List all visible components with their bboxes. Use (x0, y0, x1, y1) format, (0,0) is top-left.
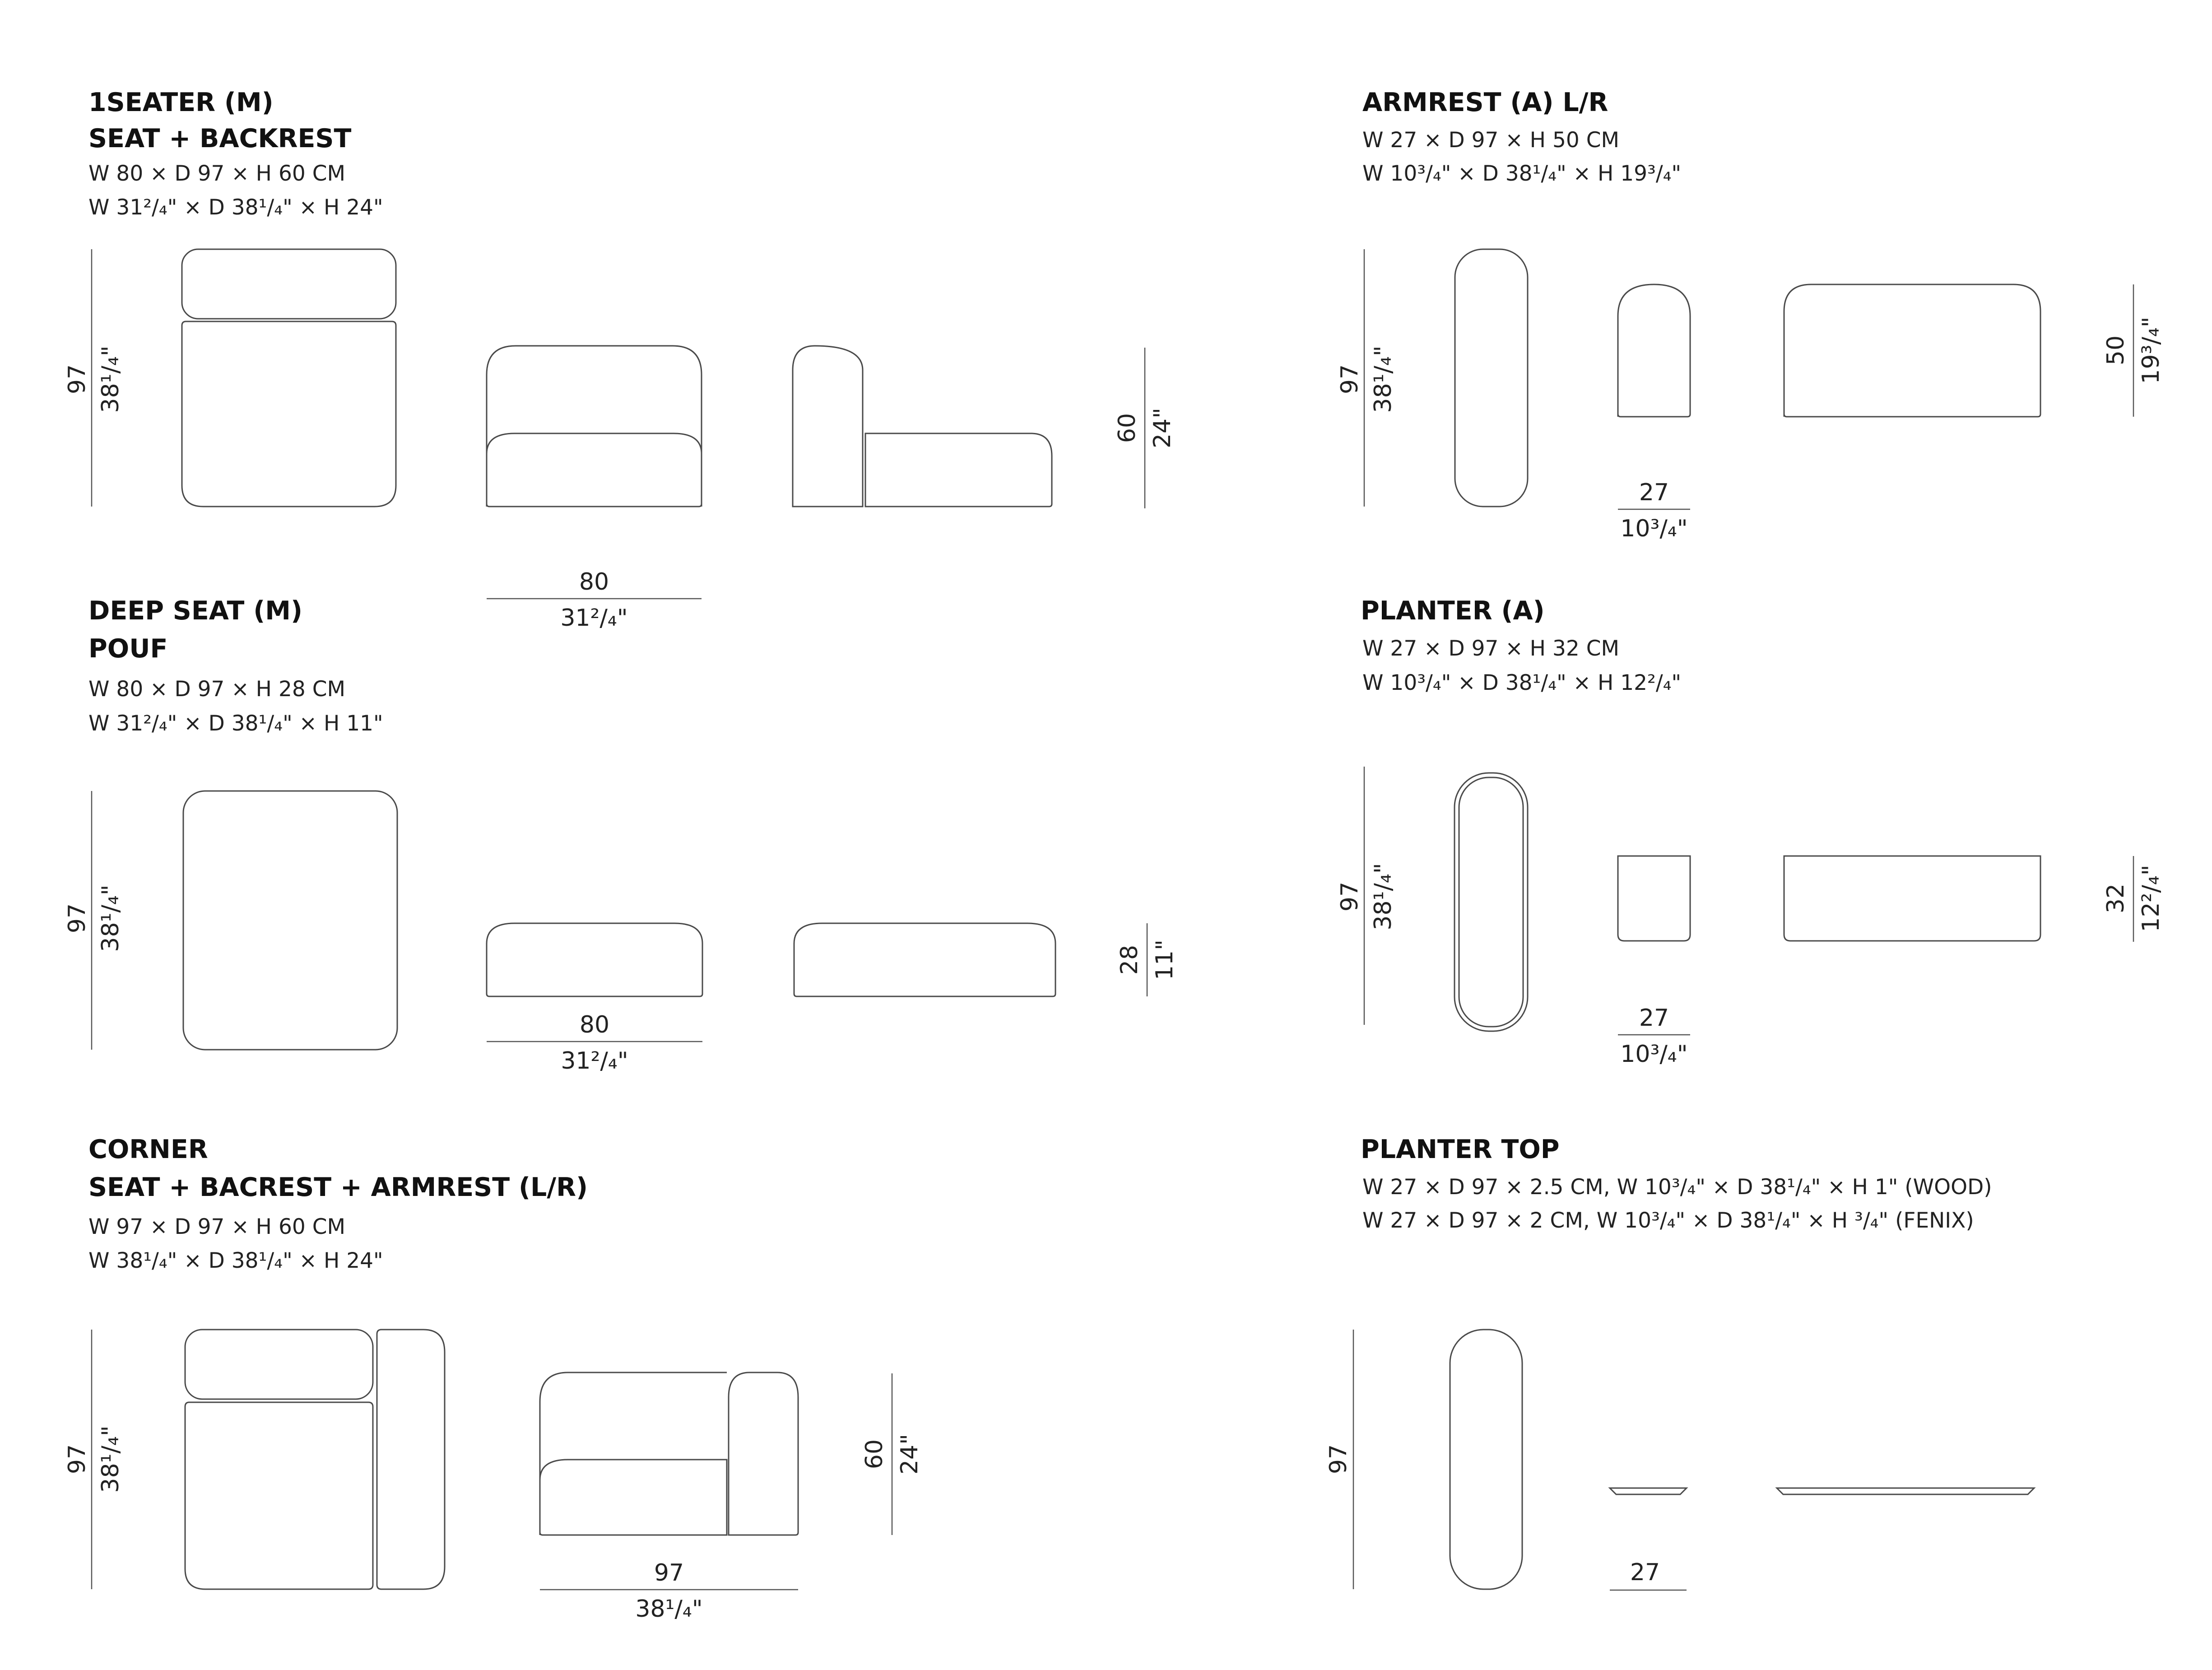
spec-metric: W 97 × D 97 × H 60 CM (88, 1214, 346, 1239)
section-planter-top (1325, 1135, 2034, 1590)
width-label-cm: 27 (1630, 1559, 1660, 1586)
depth-label-cm: 97 (1336, 364, 1363, 395)
backrest-top-view (182, 249, 396, 319)
seat-front-view (487, 433, 702, 507)
width-label-in: 10³/₄" (1620, 515, 1688, 542)
backrest-front-view (540, 1372, 727, 1535)
armrest-side-view (1784, 284, 2040, 417)
spec-metric: W 80 × D 97 × H 28 CM (88, 677, 346, 702)
depth-label-in: 38¹/₄" (97, 1425, 124, 1493)
depth-label-cm: 97 (64, 1444, 91, 1475)
section-title: PLANTER (A) (1361, 596, 1545, 626)
section-armrest (1336, 88, 2165, 542)
section-1seater (64, 88, 1176, 632)
height-label-cm: 32 (2102, 883, 2129, 914)
depth-label-in: 38¹/₄" (97, 884, 124, 952)
height-label-in: 24" (1149, 407, 1176, 449)
pouf-side-view (794, 923, 1055, 996)
depth-label-in: 38¹/₄" (97, 345, 124, 413)
height-label-in: 11" (1151, 939, 1178, 981)
backrest-top-view (185, 1330, 373, 1399)
armrest-front-view (1618, 284, 1690, 417)
height-label-cm: 60 (861, 1439, 888, 1470)
section-title: CORNER (88, 1135, 208, 1164)
width-label-in: 10³/₄" (1620, 1041, 1688, 1068)
armrest-front-view (729, 1372, 798, 1535)
height-label-in: 24" (896, 1433, 923, 1475)
width-label-cm: 80 (579, 568, 609, 595)
seat-top-view (182, 321, 396, 507)
spec-imperial: W 31²/₄" × D 38¹/₄" × H 11" (88, 711, 383, 736)
section-title: 1SEATER (M) (88, 88, 274, 117)
armrest-top-view (1455, 249, 1528, 507)
section-subtitle: SEAT + BACKREST (88, 124, 352, 154)
depth-label-in: 38¹/₄" (1370, 863, 1397, 930)
width-label-in: 31²/₄" (560, 605, 628, 632)
height-label-cm: 50 (2102, 335, 2129, 366)
section-corner (64, 1135, 923, 1623)
depth-label-in: 38¹/₄" (1370, 345, 1397, 413)
seat-top-view (185, 1402, 373, 1589)
pouf-top-view (183, 791, 397, 1050)
section-planter (1336, 596, 2165, 1068)
planter-top-front-view (1610, 1488, 1687, 1494)
seat-side-view (865, 433, 1052, 507)
section-subtitle: SEAT + BACREST + ARMREST (L/R) (88, 1172, 588, 1202)
planter-side-view (1784, 856, 2040, 941)
depth-label-cm: 97 (1325, 1444, 1352, 1475)
planter-top-view-inner (1459, 777, 1523, 1027)
spec-wood: W 27 × D 97 × 2.5 CM, W 10³/₄" × D 38¹/₄" × H 1" (WOOD) (1362, 1175, 1992, 1200)
height-label-cm: 28 (1116, 944, 1143, 975)
height-label-in: 12²/₄" (2138, 865, 2165, 932)
spec-imperial: W 38¹/₄" × D 38¹/₄" × H 24" (88, 1248, 383, 1273)
depth-label-cm: 97 (1336, 881, 1363, 912)
planter-top-view-outer (1455, 773, 1528, 1031)
height-label-cm: 60 (1114, 413, 1141, 443)
spec-imperial: W 10³/₄" × D 38¹/₄" × H 19³/₄" (1362, 161, 1682, 186)
width-label-in: 31²/₄" (561, 1047, 628, 1075)
section-subtitle: POUF (88, 634, 168, 664)
section-title: DEEP SEAT (M) (88, 596, 303, 626)
spec-metric: W 27 × D 97 × H 50 CM (1362, 128, 1620, 153)
backrest-front-view (487, 346, 702, 507)
width-label-in: 38¹/₄" (635, 1596, 703, 1623)
width-label-cm: 27 (1639, 1005, 1669, 1032)
depth-label-cm: 97 (64, 903, 91, 934)
planter-top-side-view (1777, 1488, 2034, 1494)
spec-fenix: W 27 × D 97 × 2 CM, W 10³/₄" × D 38¹/₄" × H ³/₄" (FENIX) (1362, 1208, 1974, 1233)
section-title: ARMREST (A) L/R (1362, 88, 1608, 117)
spec-imperial: W 10³/₄" × D 38¹/₄" × H 12²/₄" (1362, 670, 1682, 695)
section-deep-seat (64, 596, 1178, 1075)
pouf-front-view (487, 923, 702, 996)
backrest-side-view (793, 346, 863, 507)
spec-imperial: W 31²/₄" × D 38¹/₄" × H 24" (88, 195, 383, 220)
depth-label-cm: 97 (64, 364, 91, 395)
width-label-cm: 80 (579, 1011, 610, 1038)
planter-top-top-view (1450, 1330, 1522, 1589)
spec-metric: W 27 × D 97 × H 32 CM (1362, 636, 1620, 661)
spec-metric: W 80 × D 97 × H 60 CM (88, 161, 346, 186)
seat-front-view (540, 1460, 727, 1535)
width-label-cm: 27 (1639, 479, 1669, 506)
planter-front-view (1618, 856, 1690, 941)
width-label-cm: 97 (654, 1559, 684, 1586)
height-label-in: 19³/₄" (2138, 316, 2165, 384)
section-title: PLANTER TOP (1361, 1135, 1560, 1164)
armrest-top-view (377, 1330, 445, 1589)
